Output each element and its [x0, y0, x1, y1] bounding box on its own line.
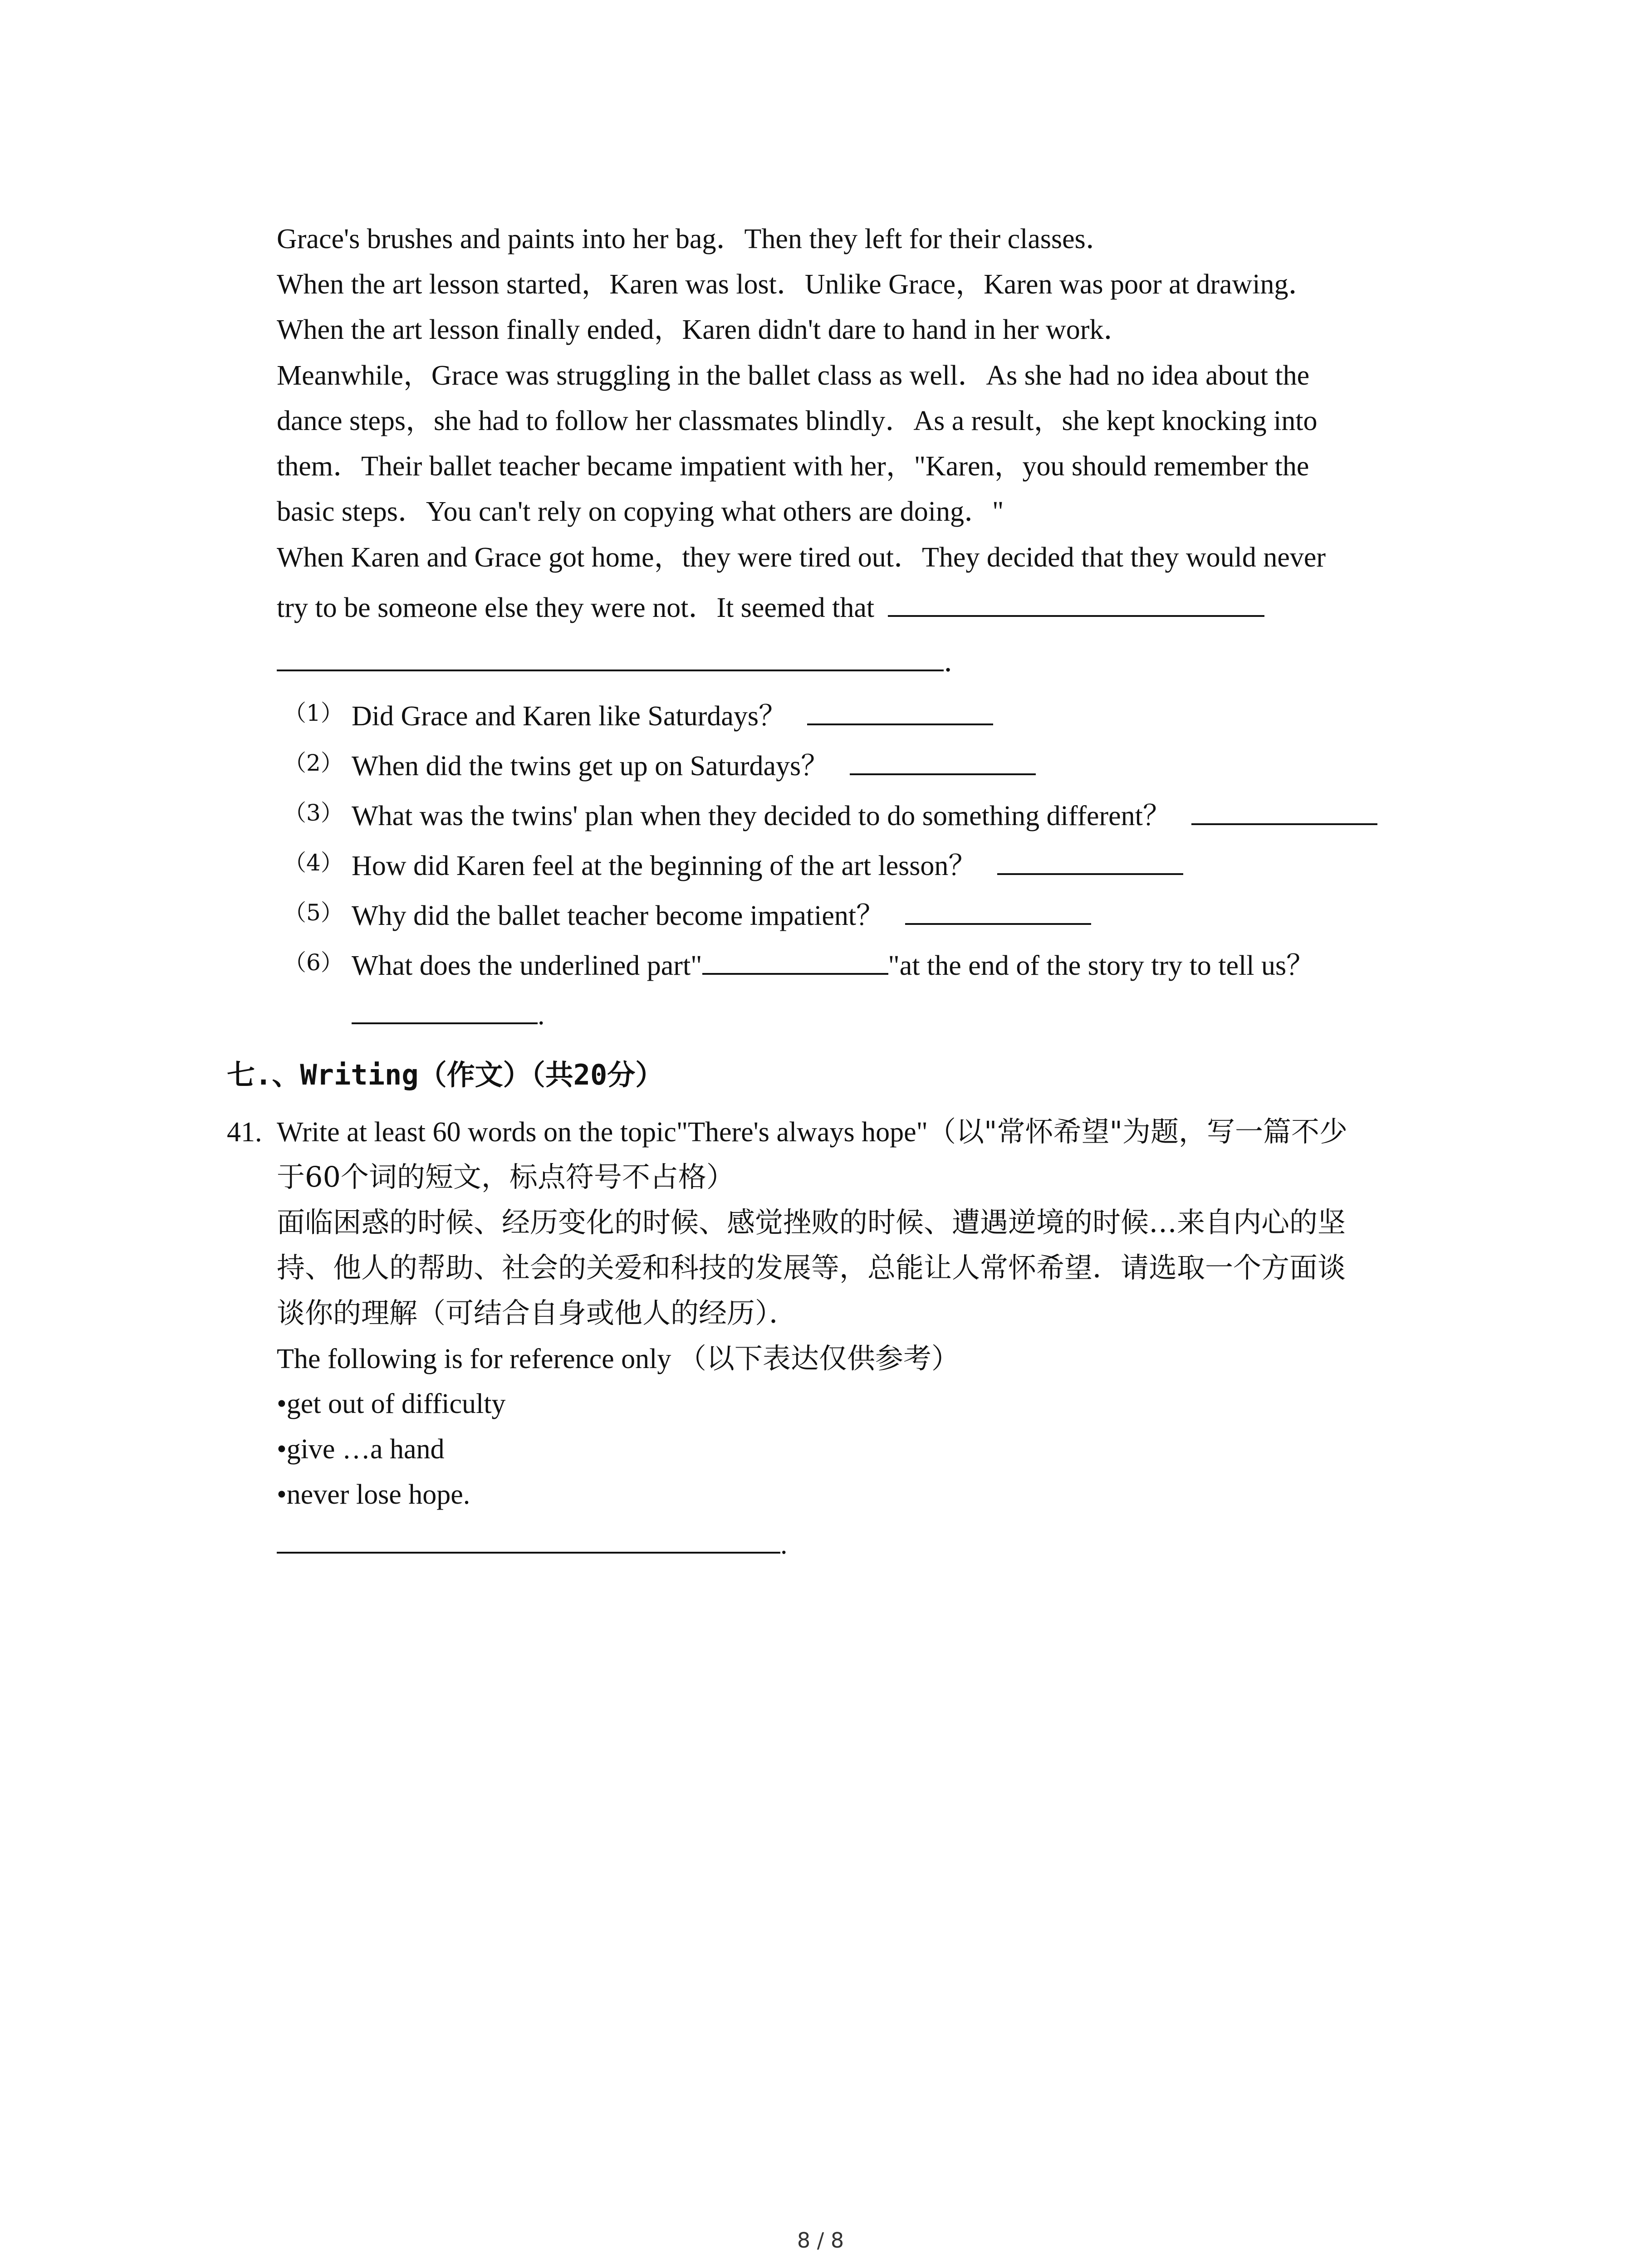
passage-line: When Karen and Grace got home，they were tired out．They decided that they would never	[277, 542, 1326, 573]
question-text: How did Karen feel at the beginning of the art lesson？	[352, 850, 977, 881]
writing-description: 谈你的理解（可结合自身或他人的经历）．	[277, 1296, 798, 1330]
passage-line: them．Their ballet teacher became impatient with her，"Karen，you should remember the	[277, 451, 1309, 482]
writing-prompt-cn-line: 于60个词的短文，标点符号不占格）	[277, 1160, 735, 1193]
reference-cn: （以下表达仅供参考）	[678, 1342, 960, 1375]
passage-line: Grace's brushes and paints into her bag．Then they left for their classes．	[277, 224, 1114, 254]
question-text: Why did the ballet teacher become impatient？	[352, 900, 885, 931]
question-2	[284, 745, 1036, 784]
writing-prompt-en: Write at least 60 words on the topic"There's always hope"	[277, 1117, 928, 1148]
writing-description: 面临困惑的时候、经历变化的时候、感觉挫败的时候、遭遇逆境的时候…来自内心的坚	[277, 1206, 1346, 1239]
passage-line: When the art lesson started，Karen was lost．Unlike Grace，Karen was poor at drawing．	[277, 269, 1317, 300]
period: .	[538, 1000, 545, 1031]
answer-blank[interactable]	[997, 848, 1183, 875]
question-6	[284, 944, 1314, 984]
period: .	[780, 1529, 788, 1560]
answer-blank[interactable]	[277, 1526, 780, 1554]
reference-line	[277, 1340, 960, 1377]
section-title: 七.、Writing（作文）（共20分）	[227, 1058, 664, 1091]
reference-bullet: •give …a hand	[277, 1434, 445, 1465]
question-number: （3）	[284, 800, 343, 826]
answer-blank[interactable]	[807, 698, 993, 725]
question-5	[284, 894, 1091, 934]
passage-blank-line	[277, 644, 972, 680]
answer-blank[interactable]	[888, 590, 1264, 617]
question-text: Did Grace and Karen like Saturdays？	[352, 701, 787, 732]
writing-description: 持、他人的帮助、社会的关爱和科技的发展等，总能让人常怀希望．请选取一个方面谈	[277, 1251, 1346, 1284]
passage-line: Meanwhile，Grace was struggling in the ballet class as well．As she had no idea about the	[277, 360, 1310, 391]
answer-blank[interactable]	[905, 898, 1091, 925]
writing-answer-line	[277, 1526, 788, 1563]
reference-en: The following is for reference only	[277, 1344, 678, 1374]
answer-blank[interactable]	[277, 644, 944, 671]
question-number: （5）	[284, 899, 343, 926]
question-6-answer-line	[352, 997, 545, 1033]
question-number: （1）	[284, 700, 343, 726]
passage-line: basic steps．You can't rely on copying what others are doing．"	[277, 496, 1004, 527]
question-1	[284, 695, 993, 734]
passage-line: When the art lesson finally ended，Karen didn't dare to hand in her work．	[277, 314, 1132, 345]
answer-blank[interactable]	[1191, 798, 1377, 825]
passage-last-text: try to be someone else they were not．It seemed that	[277, 592, 875, 623]
question-number: （2）	[284, 750, 343, 776]
question-text: "at the end of the story try to tell us？	[888, 950, 1315, 981]
question-number: 41.	[227, 1117, 262, 1148]
question-text: When did the twins get up on Saturdays？	[352, 751, 829, 782]
question-number: （6）	[284, 949, 343, 976]
writing-prompt-cn: （以"常怀希望"为题，写一篇不少	[927, 1115, 1347, 1148]
reference-bullet: •get out of difficulty	[277, 1388, 506, 1419]
question-3	[284, 795, 1377, 834]
question-text: What was the twins' plan when they decided to do something different？	[352, 801, 1171, 831]
question-text: What does the underlined part"	[352, 950, 702, 981]
page-number: 8 / 8	[797, 2228, 844, 2253]
period: ．	[944, 647, 972, 678]
reference-bullet: •never lose hope.	[277, 1479, 470, 1510]
answer-blank[interactable]	[352, 997, 538, 1024]
question-4	[284, 845, 1183, 884]
passage-line: dance steps，she had to follow her classmates blindly．As a result，she kept knocking into	[277, 406, 1318, 436]
question-number: （4）	[284, 850, 343, 876]
passage-last-line	[277, 590, 1264, 626]
answer-blank[interactable]	[850, 748, 1036, 775]
answer-blank[interactable]	[702, 948, 888, 975]
writing-question-line	[227, 1114, 1347, 1150]
